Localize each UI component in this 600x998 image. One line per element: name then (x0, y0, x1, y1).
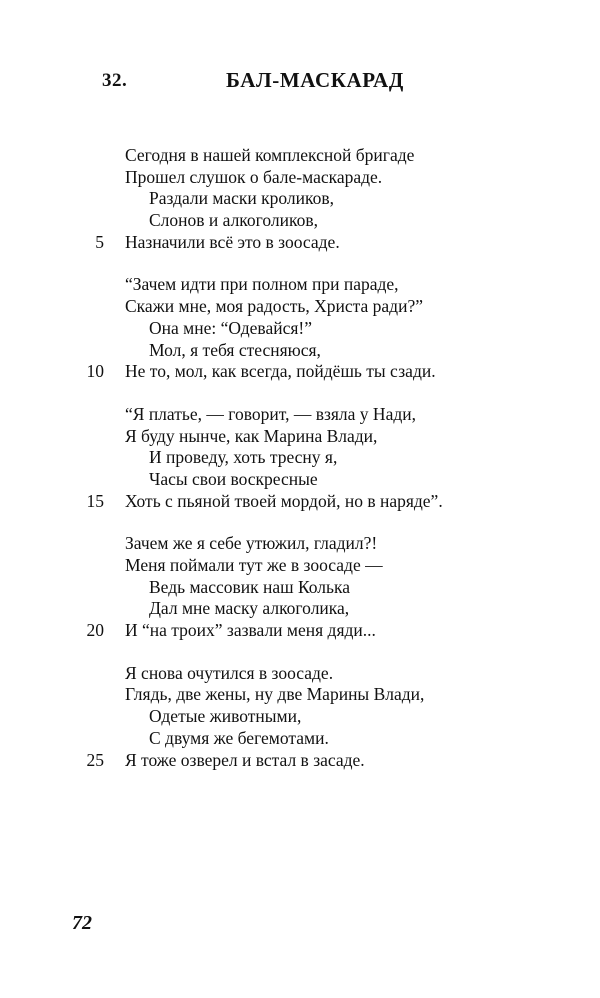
line-text: Скажи мне, моя радость, Христа ради?” (125, 296, 423, 317)
line-text: Одетые животными, (149, 706, 302, 727)
page-number: 72 (72, 912, 92, 934)
poem-number: 32. (102, 70, 128, 91)
line-number: 25 (86, 749, 104, 770)
stanza (0, 145, 600, 253)
line-text: Я тоже озверел и встал в засаде. (125, 749, 365, 770)
line-text: И проведу, хоть тресну я, (149, 447, 338, 468)
poem-line (0, 491, 600, 513)
poem-line (0, 706, 600, 728)
line-text: С двумя же бегемотами. (149, 727, 329, 748)
poem-line (0, 598, 600, 620)
poem-line (0, 340, 600, 362)
line-text: Она мне: “Одевайся!” (149, 317, 313, 338)
stanza (0, 663, 600, 771)
line-number: 10 (86, 361, 104, 382)
poem-line (0, 663, 600, 685)
stanza (0, 533, 600, 641)
poem-line (0, 232, 600, 254)
poem-line (0, 577, 600, 599)
poem-line (0, 296, 600, 318)
line-text: Сегодня в нашей комплексной бригаде (125, 145, 415, 165)
line-text: Я буду нынче, как Марина Влади, (125, 425, 378, 446)
poem-line (0, 684, 600, 706)
poem-line (0, 210, 600, 232)
poem-line (0, 274, 600, 296)
poem-line (0, 426, 600, 448)
poem-line (0, 533, 600, 555)
poem-line (0, 555, 600, 577)
poem-line (0, 750, 600, 772)
line-text: “Я платье, — говорит, — взяла у Нади, (125, 403, 416, 424)
line-number: 15 (86, 490, 104, 511)
poem-line (0, 404, 600, 426)
line-text: Ведь массовик наш Колька (149, 576, 351, 597)
poem-line (0, 361, 600, 383)
line-text: Часы свои воскресные (149, 468, 318, 489)
line-number: 20 (86, 620, 104, 641)
line-text: Прошел слушок о бале-маскараде. (125, 166, 383, 187)
poem-line (0, 620, 600, 642)
line-text: Меня поймали тут же в зоосаде — (125, 555, 383, 575)
line-text: И “на троих” зазвали меня дяди... (125, 620, 376, 641)
line-number: 5 (95, 231, 104, 252)
poem-line (0, 188, 600, 210)
line-text: Назначили всё это в зоосаде. (125, 231, 340, 252)
line-text: Слонов и алкоголиков, (149, 210, 319, 231)
poem-title: БАЛ-МАСКАРАД (226, 68, 404, 92)
stanza (0, 274, 600, 382)
poem-line (0, 728, 600, 750)
poem-line (0, 318, 600, 340)
poem-line (0, 447, 600, 469)
poem-line (0, 145, 600, 167)
line-text: Дал мне маску алкоголика, (149, 598, 350, 619)
line-text: “Зачем идти при полном при параде, (125, 274, 399, 295)
line-text: Зачем же я себе утюжил, гладил?! (125, 533, 378, 554)
line-text: Я снова очутился в зоосаде. (125, 662, 334, 683)
poem-body (0, 145, 600, 792)
line-text: Не то, мол, как всегда, пойдёшь ты сзади. (125, 361, 436, 382)
stanza (0, 404, 600, 512)
line-text: Глядь, две жены, ну две Марины Влади, (125, 684, 425, 705)
line-text: Мол, я тебя стесняюся, (149, 339, 321, 360)
poem-line (0, 469, 600, 491)
poem-line (0, 167, 600, 189)
line-text: Раздали маски кроликов, (149, 188, 334, 209)
line-text: Хоть с пьяной твоей мордой, но в наряде”. (125, 490, 443, 511)
